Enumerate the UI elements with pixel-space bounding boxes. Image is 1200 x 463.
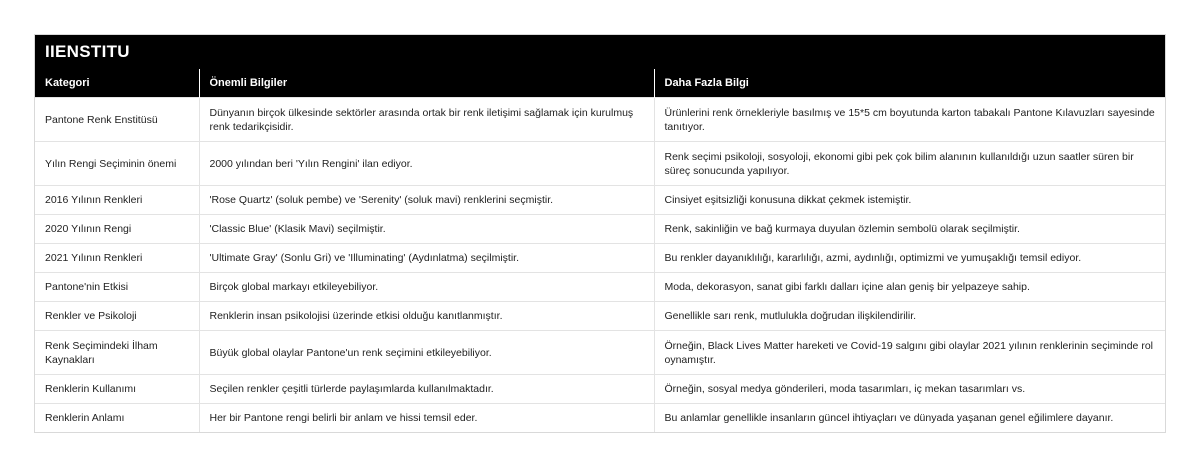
table-row <box>35 244 1165 273</box>
table-card <box>34 34 1166 433</box>
brand-title: IIENSTITU <box>35 35 1165 69</box>
header-kategori: Kategori <box>35 69 199 98</box>
table-header-row <box>35 69 1165 98</box>
cell-category: Pantone'nin Etkisi <box>35 273 199 302</box>
table-row <box>35 186 1165 215</box>
info-table <box>35 69 1165 432</box>
cell-category: Yılın Rengi Seçiminin önemi <box>35 142 199 186</box>
cell-category: Pantone Renk Enstitüsü <box>35 98 199 142</box>
table-row <box>35 98 1165 142</box>
cell-key-info: Dünyanın birçok ülkesinde sektörler arasında ortak bir renk iletişimi sağlamak için kurulmuş renk tedarikçisidir. <box>199 98 654 142</box>
cell-more-info: Bu renkler dayanıklılığı, kararlılığı, azmi, aydınlığı, optimizmi ve yumuşaklığı temsil ediyor. <box>654 244 1165 273</box>
cell-key-info: 2000 yılından beri 'Yılın Rengini' ilan ediyor. <box>199 142 654 186</box>
cell-key-info: 'Rose Quartz' (soluk pembe) ve 'Serenity' (soluk mavi) renklerini seçmiştir. <box>199 186 654 215</box>
cell-key-info: 'Classic Blue' (Klasik Mavi) seçilmiştir. <box>199 215 654 244</box>
cell-category: Renk Seçimindeki İlham Kaynakları <box>35 331 199 375</box>
table-row <box>35 215 1165 244</box>
cell-category: 2021 Yılının Renkleri <box>35 244 199 273</box>
cell-key-info: Birçok global markayı etkileyebiliyor. <box>199 273 654 302</box>
cell-more-info: Bu anlamlar genellikle insanların güncel ihtiyaçları ve dünyada yaşanan genel eğilimlere dayanır. <box>654 404 1165 433</box>
cell-category: 2016 Yılının Renkleri <box>35 186 199 215</box>
cell-category: Renklerin Kullanımı <box>35 375 199 404</box>
cell-key-info: 'Ultimate Gray' (Sonlu Gri) ve 'Illuminating' (Aydınlatma) seçilmiştir. <box>199 244 654 273</box>
table-row <box>35 273 1165 302</box>
table-row <box>35 404 1165 433</box>
cell-category: Renklerin Anlamı <box>35 404 199 433</box>
cell-more-info: Genellikle sarı renk, mutlulukla doğrudan ilişkilendirilir. <box>654 302 1165 331</box>
cell-key-info: Renklerin insan psikolojisi üzerinde etkisi olduğu kanıtlanmıştır. <box>199 302 654 331</box>
cell-more-info: Örneğin, Black Lives Matter hareketi ve Covid-19 salgını gibi olaylar 2021 yılının renklerinin seçiminde rol oynamıştır. <box>654 331 1165 375</box>
table-row <box>35 375 1165 404</box>
cell-more-info: Renk seçimi psikoloji, sosyoloji, ekonomi gibi pek çok bilim alanının kullanıldığı uzun saatler süren bir süreç sonucunda yapılıyor. <box>654 142 1165 186</box>
cell-more-info: Cinsiyet eşitsizliği konusuna dikkat çekmek istemiştir. <box>654 186 1165 215</box>
cell-category: 2020 Yılının Rengi <box>35 215 199 244</box>
cell-more-info: Ürünlerini renk örnekleriyle basılmış ve 15*5 cm boyutunda karton tabakalı Pantone Kılavuzları sayesinde tanıtıyor. <box>654 98 1165 142</box>
cell-more-info: Örneğin, sosyal medya gönderileri, moda tasarımları, iç mekan tasarımları vs. <box>654 375 1165 404</box>
table-row <box>35 331 1165 375</box>
cell-key-info: Seçilen renkler çeşitli türlerde paylaşımlarda kullanılmaktadır. <box>199 375 654 404</box>
cell-key-info: Her bir Pantone rengi belirli bir anlam ve hissi temsil eder. <box>199 404 654 433</box>
cell-more-info: Moda, dekorasyon, sanat gibi farklı dalları içine alan geniş bir yelpazeye sahip. <box>654 273 1165 302</box>
table-row <box>35 302 1165 331</box>
header-onemli-bilgiler: Önemli Bilgiler <box>199 69 654 98</box>
header-daha-fazla-bilgi: Daha Fazla Bilgi <box>654 69 1165 98</box>
table-row <box>35 142 1165 186</box>
cell-category: Renkler ve Psikoloji <box>35 302 199 331</box>
cell-more-info: Renk, sakinliğin ve bağ kurmaya duyulan özlemin sembolü olarak seçilmiştir. <box>654 215 1165 244</box>
cell-key-info: Büyük global olaylar Pantone'un renk seçimini etkileyebiliyor. <box>199 331 654 375</box>
